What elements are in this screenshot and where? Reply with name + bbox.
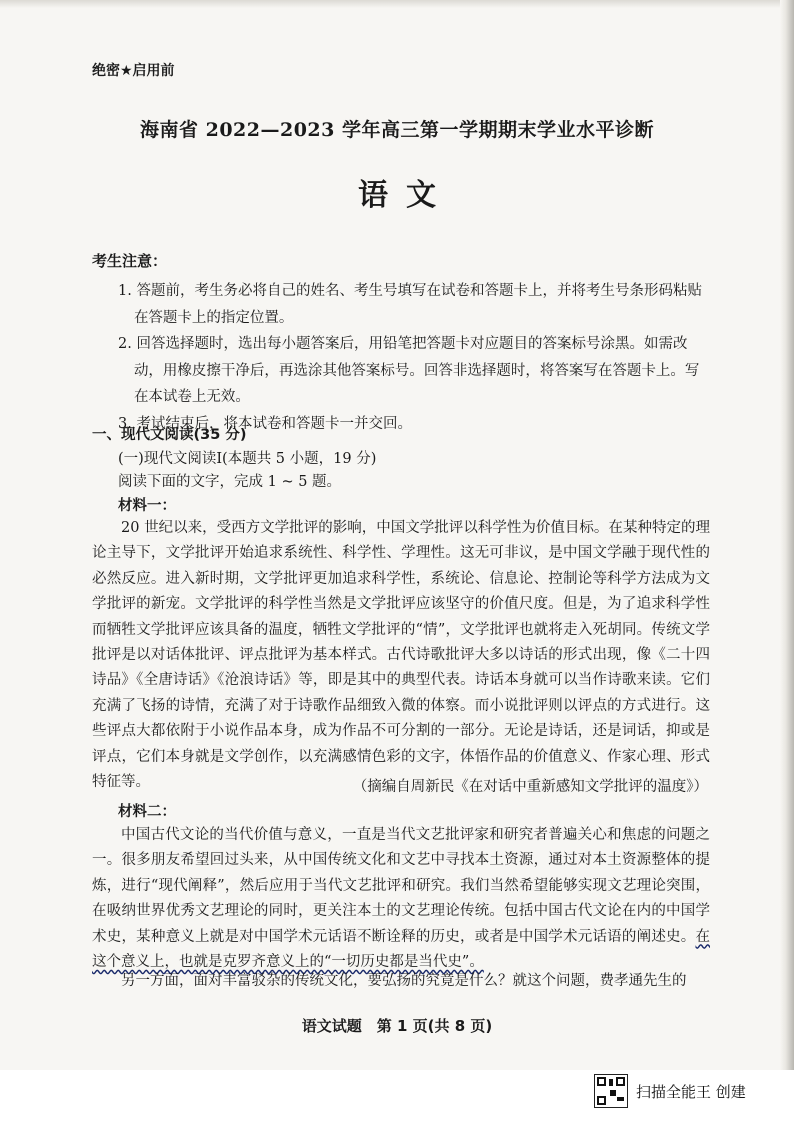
material2-label: 材料二：: [118, 804, 176, 820]
section-subtitle: (一)现代文阅读Ⅰ(本题共 5 小题，19 分): [118, 451, 377, 467]
section-instruction: 阅读下面的文字，完成 1 ~ 5 题。: [118, 474, 342, 490]
material2-text-main: 中国古代文论的当代价值与意义，一直是当代文艺批评家和研究者普遍关心和焦虑的问题之一。很多朋友希望回过头来，从中国传统文化和文艺中寻找本土资源，通过对本土资源整体的提炼，进行“现代阐释”，然后应用于当代文艺批评和研究。我们当然希望能够实现文艺理论突围，在吸纳世界优秀文艺理论的同时，更关注本土的文艺理论传统。包括中国古代文论在内的中国学术史，某种意义上就是对中国学术元话语不断诠释的历史，或者是中国学术元话语的阐述史。: [92, 827, 710, 945]
material1-text: 20 世纪以来，受西方文学批评的影响，中国文学批评以科学性为价值目标。在某种特定的理论主导下，文学批评开始追求系统性、科学性、学理性。这无可非议，是中国文学融于现代性的必然反应。进入新时期，文学批评更加追求科学性，系统论、信息论、控制论等科学方法成为文学批评的新宠。文学批评的科学性当然是文学批评应该坚守的价值尺度。但是，为了追求科学性而牺牲文学批评应该具备的温度，牺牲文学批评的“情”，文学批评也就将走入死胡同。传统文学批评是以对话体批评、评点批评为基本样式。古代诗歌批评大多以诗话的形式出现，像《二十四诗品》《全唐诗话》《沧浪诗话》等，即是其中的典型代表。诗话本身就可以当作诗歌来读。它们充满了飞扬的诗情，充满了对于诗歌作品细致入微的体察。而小说批评则以评点的方式进行。这些评点大都依附于小说作品本身，成为作品不可分割的一部分。无论是诗话，还是词话，抑或是评点，它们本身就是文学创作，以充满感情色彩的文字，体悟作品的价值意义、作家心理、形式特征等。: [92, 520, 710, 791]
subject-title: 语文: [358, 178, 454, 213]
material2-text: [92, 823, 710, 975]
scanner-watermark: [594, 1074, 746, 1108]
scan-edge-top: [0, 0, 794, 8]
notice-title: 考生注意：: [92, 252, 168, 270]
notice-list: [118, 278, 710, 437]
material1-source: （摘编自周新民《在对话中重新感知文学批评的温度》）: [352, 779, 708, 795]
material2-underlined-text: 在这个意义上，也就是克罗齐意义上的“一切历史都是当代史”。: [92, 928, 710, 971]
material1-label: 材料一：: [118, 498, 176, 514]
exam-title: 海南省 2022—2023 学年高三第一学期期末学业水平诊断: [140, 119, 654, 141]
notice-item: 1. 答题前，考生务必将自己的姓名、考生号填写在试卷和答题卡上，并将考生号条形码粘贴在答题卡上的指定位置。: [118, 283, 702, 326]
secret-label: 绝密★启用前: [92, 63, 175, 79]
notice-item: 3. 考试结束后，将本试卷和答题卡一并交回。: [118, 415, 412, 432]
page-footer: 语文试题 第 1 页(共 8 页): [301, 1017, 493, 1035]
qr-code-icon: [594, 1074, 628, 1108]
section-title: 一、现代文阅读(35 分): [92, 427, 247, 443]
notice-item: 2. 回答选择题时，选出每小题答案后，用铅笔把答题卡对应题目的答案标号涂黑。如需改动，用橡皮擦干净后，再选涂其他答案标号。回答非选择题时，将答案写在答题卡上。写在本试卷上无效。: [118, 336, 700, 405]
scan-edge-right: [780, 0, 794, 1070]
watermark-label: 扫描全能王 创建: [636, 1082, 746, 1101]
material2-next-paragraph: 另一方面，面对丰富驳杂的传统文化，要弘扬的究竟是什么？就这个问题，费孝通先生的: [121, 973, 687, 989]
